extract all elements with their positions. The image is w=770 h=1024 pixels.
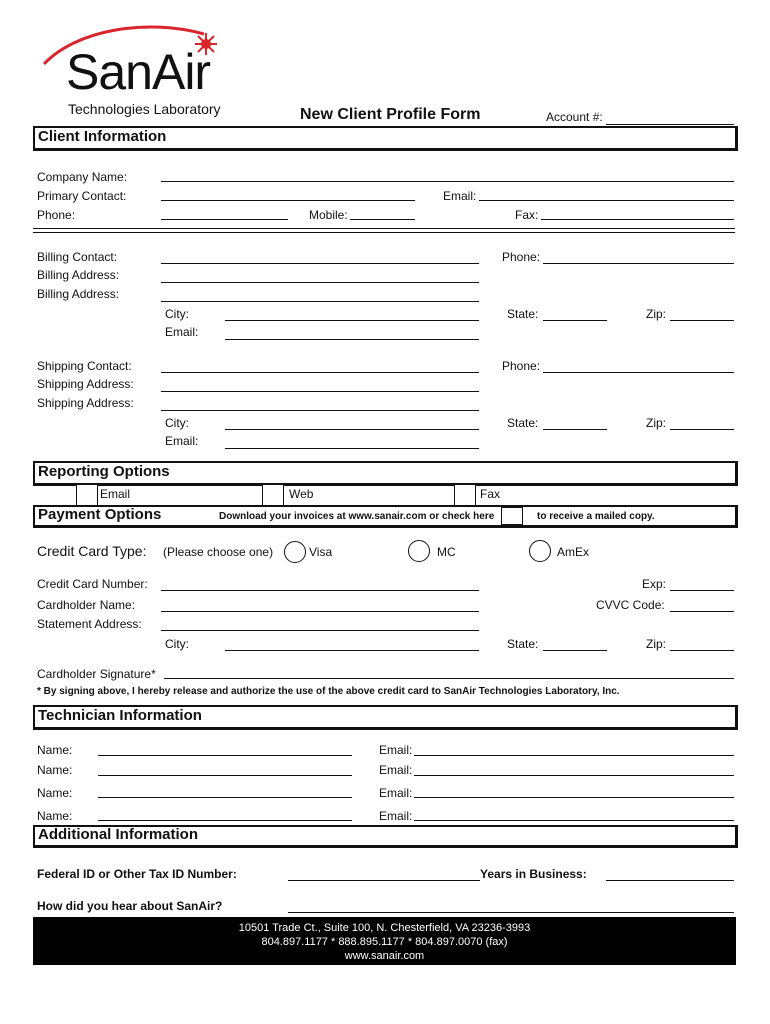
tech-name-label: Name: <box>37 743 73 757</box>
cc-number-field[interactable] <box>161 590 479 591</box>
divider <box>33 232 735 233</box>
amex-label: AmEx <box>557 545 590 559</box>
reporting-web-label: Web <box>289 487 314 501</box>
client-section-header <box>33 126 738 151</box>
divider <box>33 228 735 229</box>
download-invoice-note: Download your invoices at www.sanair.com or check here <box>219 511 495 522</box>
technician-section-title: Technician Information <box>38 707 202 724</box>
client-phone-field[interactable] <box>161 219 288 220</box>
shipping-email-label: Email: <box>165 434 199 448</box>
payment-section-title: Payment Options <box>38 506 162 523</box>
statement-city-field[interactable] <box>225 650 479 651</box>
statement-zip-field[interactable] <box>670 650 734 651</box>
client-fax-field[interactable] <box>541 219 734 220</box>
footer-web[interactable]: www.sanair.com <box>344 950 425 962</box>
tech-name-field[interactable] <box>98 755 352 756</box>
billing-address1-field[interactable] <box>161 282 479 283</box>
client-email-label: Email: <box>443 189 477 203</box>
shipping-state-field[interactable] <box>543 429 607 430</box>
shipping-city-label: City: <box>165 416 189 430</box>
billing-email-field[interactable] <box>225 339 479 340</box>
shipping-address1-label: Shipping Address: <box>37 377 134 391</box>
tech-email-label: Email: <box>379 763 413 777</box>
shipping-state-label: State: <box>507 416 539 430</box>
brand-subtitle: Technologies Laboratory <box>68 101 221 117</box>
tech-name-label: Name: <box>37 809 73 823</box>
statement-state-field[interactable] <box>543 650 607 651</box>
reporting-fax-label: Fax <box>480 487 501 501</box>
years-label: Years in Business: <box>480 867 587 881</box>
reporting-fax-checkbox[interactable] <box>454 484 476 506</box>
billing-state-label: State: <box>507 307 539 321</box>
tech-name-field[interactable] <box>98 797 352 798</box>
visa-radio[interactable] <box>284 541 306 563</box>
payment-section-header <box>33 505 738 528</box>
client-fax-label: Fax: <box>515 208 539 222</box>
billing-email-label: Email: <box>165 325 199 339</box>
heard-field[interactable] <box>288 912 734 913</box>
tech-email-label: Email: <box>379 809 413 823</box>
shipping-address2-label: Shipping Address: <box>37 396 134 410</box>
cvvc-field[interactable] <box>670 611 734 612</box>
reporting-email-label: Email <box>100 487 131 501</box>
tech-email-field[interactable] <box>414 775 734 776</box>
form-title: New Client Profile Form <box>300 106 481 123</box>
mc-radio[interactable] <box>408 540 430 562</box>
primary-contact-field[interactable] <box>161 200 415 201</box>
reporting-web-checkbox[interactable] <box>262 484 284 506</box>
statement-state-label: State: <box>507 637 539 651</box>
signature-disclaimer: * By signing above, I hereby release and authorize the use of the above credit card to SanAir Technologies Laboratory, Inc. <box>37 686 620 697</box>
company-name-field[interactable] <box>161 181 734 182</box>
logo <box>36 16 236 121</box>
cardholder-name-label: Cardholder Name: <box>37 598 136 612</box>
billing-address2-field[interactable] <box>161 301 479 302</box>
billing-phone-label: Phone: <box>502 250 541 264</box>
client-mobile-label: Mobile: <box>309 208 348 222</box>
client-phone-label: Phone: <box>37 208 76 222</box>
reporting-email-checkbox[interactable] <box>76 484 98 506</box>
shipping-phone-label: Phone: <box>502 359 541 373</box>
cardholder-name-field[interactable] <box>161 611 479 612</box>
client-mobile-field[interactable] <box>350 219 415 220</box>
signature-label: Cardholder Signature* <box>37 667 156 681</box>
billing-state-field[interactable] <box>543 320 607 321</box>
billing-phone-field[interactable] <box>543 263 734 264</box>
footer-phones: 804.897.1177 * 888.895.1177 * 804.897.0070 (fax) <box>261 936 508 948</box>
tax-id-field[interactable] <box>288 880 480 881</box>
brand-name: SanAir <box>66 44 211 100</box>
tech-name-field[interactable] <box>98 775 352 776</box>
reporting-section-title: Reporting Options <box>38 463 170 480</box>
tech-email-field[interactable] <box>414 797 734 798</box>
additional-section-header <box>33 825 738 848</box>
cvvc-label: CVVC Code: <box>596 598 665 612</box>
account-line[interactable] <box>606 124 734 125</box>
signature-field[interactable] <box>164 678 734 679</box>
shipping-email-field[interactable] <box>225 448 479 449</box>
cc-choose-hint: (Please choose one) <box>163 545 274 559</box>
account-label: Account #: <box>546 110 603 124</box>
exp-label: Exp: <box>642 577 667 591</box>
billing-address1-label: Billing Address: <box>37 268 120 282</box>
footer <box>33 917 736 965</box>
billing-zip-field[interactable] <box>670 320 734 321</box>
tech-email-label: Email: <box>379 786 413 800</box>
statement-zip-label: Zip: <box>646 637 667 651</box>
technician-section-header <box>33 705 738 730</box>
statement-address-field[interactable] <box>161 630 479 631</box>
billing-contact-label: Billing Contact: <box>37 250 118 264</box>
client-email-field[interactable] <box>479 200 734 201</box>
reporting-options-row <box>76 484 736 506</box>
tech-email-field[interactable] <box>414 820 734 821</box>
tech-email-field[interactable] <box>414 755 734 756</box>
cc-number-label: Credit Card Number: <box>37 577 148 591</box>
shipping-city-field[interactable] <box>225 429 479 430</box>
billing-contact-field[interactable] <box>161 263 479 264</box>
tech-name-label: Name: <box>37 763 73 777</box>
visa-label: Visa <box>309 545 333 559</box>
amex-radio[interactable] <box>529 540 551 562</box>
company-name-label: Company Name: <box>37 170 128 184</box>
statement-city-label: City: <box>165 637 189 651</box>
shipping-contact-field[interactable] <box>161 372 479 373</box>
billing-city-label: City: <box>165 307 189 321</box>
cc-type-label: Credit Card Type: <box>37 543 147 559</box>
billing-address2-label: Billing Address: <box>37 287 120 301</box>
reporting-section-header <box>33 461 738 486</box>
tech-name-label: Name: <box>37 786 73 800</box>
additional-section-title: Additional Information <box>38 826 198 843</box>
exp-field[interactable] <box>670 590 734 591</box>
tech-email-label: Email: <box>379 743 413 757</box>
primary-contact-label: Primary Contact: <box>37 189 127 203</box>
mailed-copy-checkbox[interactable] <box>501 507 523 525</box>
billing-zip-label: Zip: <box>646 307 667 321</box>
mc-label: MC <box>437 545 456 559</box>
heard-label: How did you hear about SanAir? <box>37 899 223 913</box>
shipping-zip-label: Zip: <box>646 416 667 430</box>
shipping-zip-field[interactable] <box>670 429 734 430</box>
client-section-title: Client Information <box>38 128 167 145</box>
tax-id-label: Federal ID or Other Tax ID Number: <box>37 867 237 881</box>
shipping-address2-field[interactable] <box>161 410 479 411</box>
statement-address-label: Statement Address: <box>37 617 142 631</box>
billing-city-field[interactable] <box>225 320 479 321</box>
tech-name-field[interactable] <box>98 820 352 821</box>
mailed-copy-note: to receive a mailed copy. <box>537 511 655 522</box>
shipping-contact-label: Shipping Contact: <box>37 359 132 373</box>
shipping-address1-field[interactable] <box>161 391 479 392</box>
footer-address: 10501 Trade Ct., Suite 100, N. Chesterfield, VA 23236-3993 <box>238 922 531 934</box>
shipping-phone-field[interactable] <box>543 372 734 373</box>
years-field[interactable] <box>606 880 734 881</box>
